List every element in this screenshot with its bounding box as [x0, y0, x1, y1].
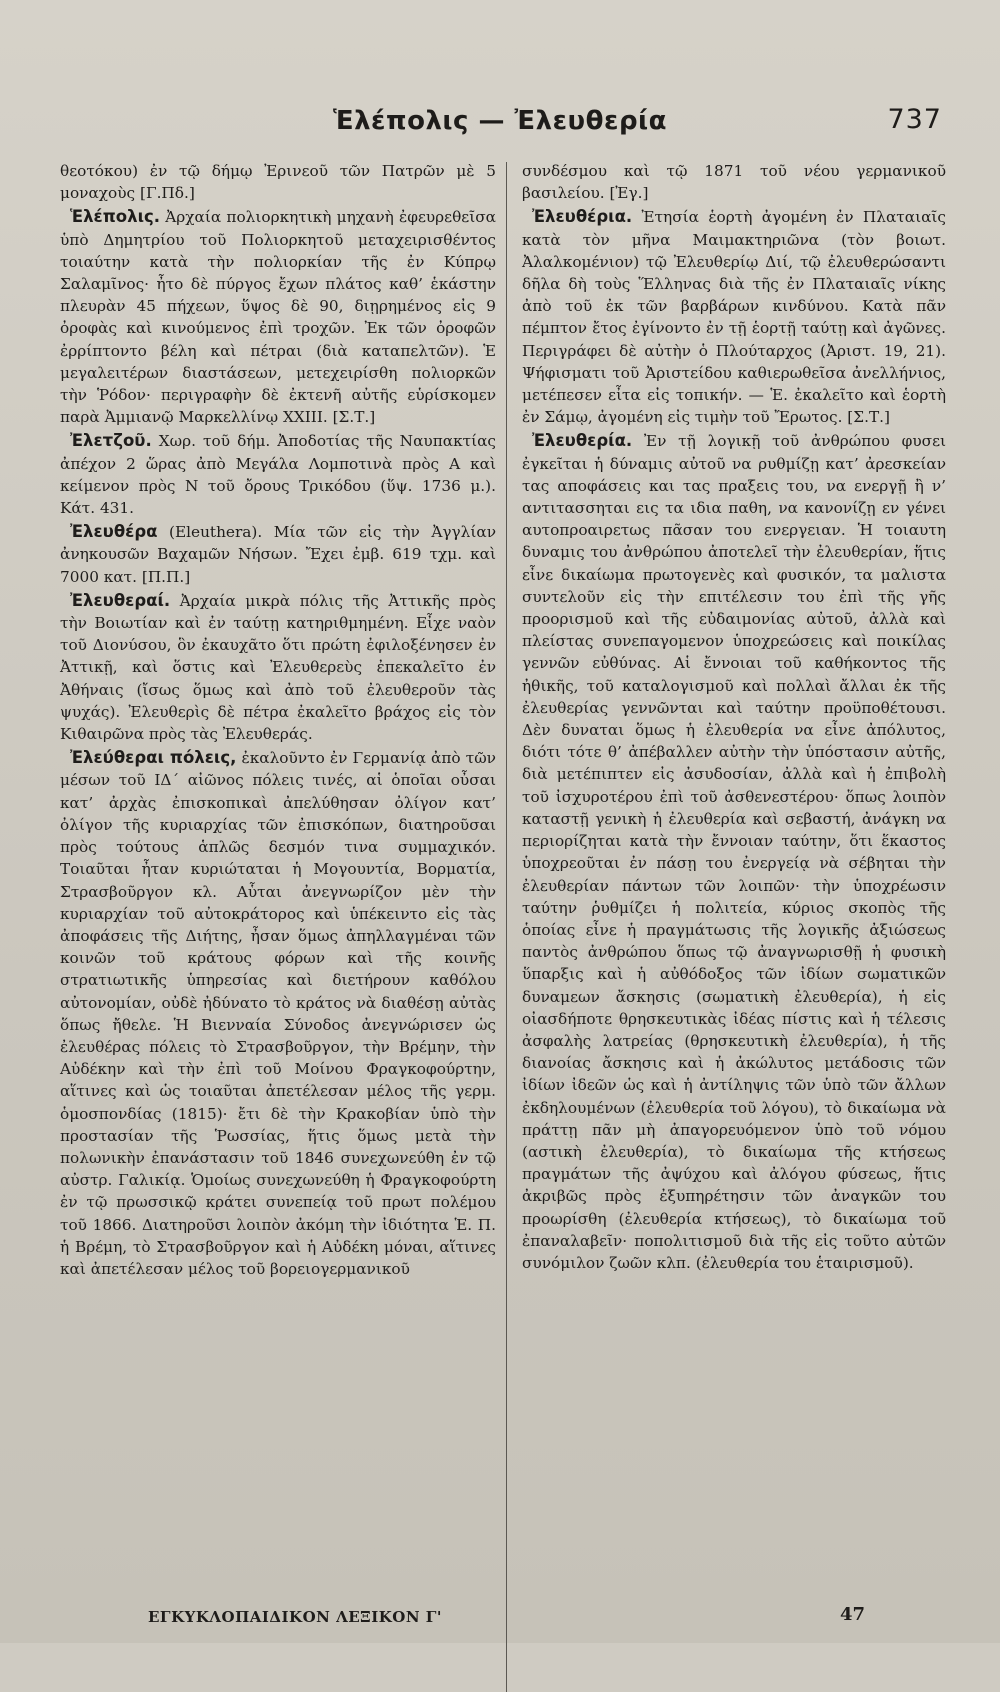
entry-headword: Ἐλευθεραί.	[70, 590, 171, 610]
page-number: 737	[887, 104, 942, 135]
dictionary-entry	[60, 160, 496, 204]
entry-text: Χωρ. τοῦ δήμ. Ἀποδοτίας τῆς Ναυπακτίας ἀπέχον 2 ὥρας ἀπὸ Μεγάλα Λομποτινὰ πρὸς Α καὶ κείμενον πρὸς Ν τοῦ ὄρους Τρικόδου (ὕψ. 1736 μ.). Κάτ. 431.	[60, 432, 496, 518]
dictionary-entry	[60, 521, 496, 588]
page-footer	[0, 1604, 1000, 1638]
dictionary-entry	[60, 747, 496, 1280]
left-column	[60, 160, 496, 1610]
dictionary-entry	[60, 430, 496, 519]
dictionary-entry	[522, 206, 946, 428]
entry-headword: Ἐλετζοῦ.	[70, 431, 152, 451]
entry-text: συνδέσμου καὶ τῷ 1871 τοῦ νέου γερμανικοῦ βασιλείου. [Ἐγ.]	[522, 162, 946, 203]
entry-headword: Ἐλευθέρα	[70, 522, 158, 542]
entry-text: Ἐτησία ἑορτὴ ἀγομένη ἐν Πλαταιαῖς κατὰ τὸν μῆνα Μαιμακτηριῶνα (τὸν βοιωτ. Ἀλαλκομένιον) τῷ Ἐλευθερίῳ Διί, τῷ ἐλευθερώσαντι δῆλα δὴ τοὺς Ἕλληνας διὰ τῆς ἐν Πλαταιαῖς νίκης ἀπὸ τοῦ ἐκ τῶν βαρβάρων κινδύνου. Κατὰ πᾶν πέμπτον ἔτος ἐγίνοντο ἐν τῇ ἑορτῇ ταύτῃ καὶ ἀγῶνες. Περιγράφει δὲ αὐτὴν ὁ Πλούταρχος (Ἀριστ. 19, 21). Ψήφισματι τοῦ Ἀριστείδου καθιερωθεῖσα ἀνελλήνιος, μετέπεσεν εἶτα εἰς τοπικήν. — Ἑ. ἐκαλεῖτο καὶ ἑορτὴ ἐν Σάμῳ, ἀγομένη εἰς τιμὴν τοῦ Ἔρωτος. [Σ.Τ.]	[522, 208, 946, 427]
dictionary-entry	[60, 206, 496, 428]
dictionary-entry	[522, 430, 946, 1274]
column-divider	[506, 162, 507, 1692]
signature-mark: 47	[840, 1604, 866, 1625]
running-header	[0, 92, 1000, 142]
dictionary-entry	[522, 160, 946, 204]
entry-headword: Ἐλευθερία.	[532, 431, 633, 451]
entry-headword: Ἐλεύθεραι πόλεις,	[70, 748, 237, 768]
entry-text: ἐκαλοῦντο ἐν Γερμανίᾳ ἀπὸ τῶν μέσων τοῦ ΙΔ΄ αἰῶνος πόλεις τινές, αἱ ὁποῖαι οὖσαι κατ’ ἀρχὰς ἐπισκοπικαὶ ἀπελύθησαν ὀλίγον κατ’ ὀλίγον τῆς κυριαρχίας τῶν ἐπισκόπων, διατηροῦσαι πρὸς τούτους ἁπλῶς δεσμόν τινα συμμαχικόν. Τοιαῦται ἦταν κυριώταται ἡ Μογουντία, Βορματία, Στρασβοῦργον κλ. Αὗται ἀνεγνωρίζον μὲν τὴν κυριαρχίαν τοῦ αὐτοκράτορος καὶ ὑπέκειντο εἰς τὰς ἀποφάσεις τῆς Διήτης, ἦσαν ὅμως ἀπηλλαγμέναι τῶν κοινῶν τοῦ κράτους φόρων καὶ τῆς κοινῆς στρατιωτικῆς ὑπηρεσίας καὶ διετήρουν καθόλου αὐτονομίαν, οὐδὲ ἠδύνατο τὸ κράτος νὰ διαθέσῃ αὐτὰς ὅπως ἤθελε. Ἡ Βιενναία Σύνοδος ἀνεγνώρισεν ὡς ἐλευθέρας πόλεις τὸ Στρασβοῦργον, τὴν Βρέμην, τὴν Αὐδέκην καὶ τὴν ἐπὶ τοῦ Μοίνου Φραγκοφούρτην, αἵτινες καὶ ὡς τοιαῦται ἀπετέλεσαν μέλος τῆς γερμ. ὁμοσπονδίας (1815)· ἔτι δὲ τὴν Κρακοβίαν ὑπὸ τὴν προστασίαν τῆς Ῥωσσίας, ἥτις ὅμως μετὰ τὴν πολωνικὴν ἐπανάστασιν τοῦ 1846 συνεχωνεύθη ἐν τῷ αὐστρ. Γαλικίᾳ. Ὁμοίως συνεχωνεύθη ἡ Φραγκοφούρτη ἐν τῷ πρωσσικῷ κράτει συνεπείᾳ τοῦ πρωτ πολέμου τοῦ 1866. Διατηροῦσι λοιπὸν ἀκόμη τὴν ἰδιότητα Ἑ. Π. ἡ Βρέμη, τὸ Στρασβοῦργον καὶ ἡ Αὐδέκη μόναι, αἵτινες καὶ ἀπετέλεσαν μέλος τοῦ βορειογερμανικοῦ	[60, 749, 496, 1278]
dictionary-entry	[60, 590, 496, 745]
entry-headword: Ἑλέπολις.	[70, 207, 161, 227]
entry-headword: Ἐλευθέρια.	[532, 207, 633, 227]
right-column	[522, 160, 946, 1610]
entry-text: θεοτόκου) ἐν τῷ δήμῳ Ἐρινεοῦ τῶν Πατρῶν μὲ 5 μοναχοὺς [Γ.Πδ.]	[60, 162, 496, 203]
footer-title: ΕΓΚΥΚΛΟΠΑΙΔΙΚΟΝ ΛΕΞΙΚΟΝ Γ'	[148, 1608, 443, 1626]
entry-text: (Eleuthera). Μία τῶν εἰς τὴν Ἀγγλίαν ἀνηκουσῶν Βαχαμῶν Νήσων. Ἔχει ἐμβ. 619 τχμ. καὶ 7000 κατ. [Π.Π.]	[60, 523, 496, 586]
entry-text: Ἀρχαία μικρὰ πόλις τῆς Ἀττικῆς πρὸς τὴν Βοιωτίαν καὶ ἐν ταύτῃ κατηριθμημένη. Εἶχε ναὸν τοῦ Διονύσου, ὃν ἐκαυχᾶτο ὅτι πρώτη ἐφιλοξένησεν ἐν Ἀττικῇ, καὶ ὅστις καὶ Ἐλευθερεὺς ἐπεκαλεῖτο ἐν Ἀθήναις (ἴσως ὅμως καὶ ἀπὸ τοῦ ἐλευθεροῦν τὰς ψυχάς). Ἐλευθερὶς δὲ πέτρα ἐκαλεῖτο βράχος εἰς τὸν Κιθαιρῶνα πρὸς τὰς Ἐλευθεράς.	[60, 591, 497, 744]
entry-text: Ἀρχαία πολιορκητικὴ μηχανὴ ἐφευρεθεῖσα ὑπὸ Δημητρίου τοῦ Πολιορκητοῦ μεταχειρισθέντος τοιαύτην κατὰ τὴν πολιορκίαν τῆς ἐν Κύπρῳ Σαλαμῖνος· ἦτο δὲ πύργος ἔχων πλάτος καθ’ ἑκάστην πλευρὰν 45 πήχεων, ὕψος δὲ 90, διῃρημένος εἰς 9 ὀροφὰς καὶ κινούμενος ἐπὶ τροχῶν. Ἐκ τῶν ὀροφῶν ἐρρίπτοντο βέλη καὶ πέτραι (διὰ καταπελτῶν). Ἑ μεγαλειτέρων διαστάσεων, μετεχειρίσθη πολιορκῶν τὴν Ῥόδον· περιγραφὴν δὲ ἐκτενῆ αὐτῆς εὑρίσκομεν παρὰ Ἀμμιανῷ Μαρκελλίνῳ XXIII. [Σ.Τ.]	[60, 208, 496, 427]
running-head-title: Ἑλέπολις — Ἐλευθερία	[332, 106, 668, 136]
entry-text: Ἐν τῇ λογικῇ τοῦ ἀνθρώπου φυσει ἐγκεῖται ἡ δύναμις αὐτοῦ να ρυθμίζῃ κατ’ ἀρεσκείαν τας αποφάσεις και τας πραξεις του, να ενεργῇ ἢ ν’ αντιτασσηται εις τα ιδια παθη, να κανονίζῃ εν γένει αυτοπροαιρετως πᾶσαν του ενεργειαν. Ἡ τοιαυτη δυναμις του ἀνθρώπου ἀποτελεῖ τὴν ἐλευθερίαν, ἥτις εἶνε δικαίωμα πρωτογενὲς καὶ φυσικόν, τα μαλιστα συντελοῦν εἰς τὴν επιτέλεσιν του ἐπὶ τῆς γῆς προορισμοῦ καὶ τῆς εὐδαιμονίας αὐτοῦ, ἀλλὰ καὶ πλείστας συνεπαγομενον ὑποχρεώσεις καὶ ποικίλας γεννῶν εὐθύνας. Αἱ ἔννοιαι τοῦ καθήκοντος τῆς ἠθικῆς, τοῦ καταλογισμοῦ καὶ πολλαὶ ἄλλαι ἐκ τῆς ἐλευθερίας γεννῶνται καὶ ταύτην προϋποθέτουσι. Δὲν δυναται ὅμως ἡ ἐλευθερία να εἶνε ἀπόλυτος, διότι τότε θ’ ἀπέβαλλεν αὐτὴν τὴν ὑπόστασιν αὐτῆς, διὰ μετέπιπτεν εἰς ἀσυδοσίαν, ἀλλὰ καὶ ἡ ἐπιβολὴ τοῦ ἰσχυροτέρου ἐπὶ τοῦ ἀσθενεστέρου· ὅπως λοιπὸν καταστῇ γενικὴ ἡ ἐλευθερία καὶ σεβαστή, ἀνάγκη να περιορίζηται κατὰ τὴν ἔννοιαν ταύτην, ὅτι ἕκαστος ὑποχρεοῦται ἐν πάσῃ του ἐνεργείᾳ νὰ σέβηται τὴν ἐλευθερίαν πάντων τῶν λοιπῶν· τὴν ὑποχρέωσιν ταύτην ῥυθμίζει ἡ πολιτεία, κύριος σκοπὸς τῆς ὁποίας εἶνε ἡ πραγμάτωσις τῆς λογικῆς ἀξιώσεως παντὸς ἀνθρώπου ὅπως τῷ ἀναγνωρισθῇ ἡ φυσικὴ ὕπαρξις καὶ ἡ αὐθόδοξος τῶν ἰδίων σωματικῶν δυναμεων ἄσκησις (σωματικὴ ἐλευθερία), ἡ εἰς οἰασδήποτε θρησκευτικὰς ἰδέας πίστις καὶ ἡ τέλεσις ἀσφαλὴς λατρείας (θρησκευτικὴ ἐλευθερία), ἡ τῆς διανοίας ἄσκησις καὶ ἡ ἀκώλυτος μετάδοσις τῶν ἰδίων ἰδεῶν ὡς καὶ ἡ ἀντίληψις τῶν ὑπὸ τῶν ἄλλων ἐκδηλουμένων (ἐλευθερία τοῦ λόγου), τὸ δικαίωμα νὰ πράττῃ πᾶν μὴ ἀπαγορευόμενον ὑπὸ τοῦ νόμου (αστικὴ ἐλευθερία), τὸ δικαίωμα τῆς κτήσεως πραγμάτων τῆς ἀψύχου καὶ ἀλόγου φύσεως, ἥτις ἀκριβῶς πρὸς ἐξυπηρέτησιν τῶν ἀναγκῶν του προωρίσθη (ἐλευθερία κτήσεως), τὸ δικαίωμα τοῦ ἐπαναλαβεῖν· ποπολιτισμοῦ διὰ τῆς εἰς τοῦτο αὐτῶν συνόμιλον ζωῶν κλπ. (ἐλευθερία του ἑταιρισμοῦ).	[522, 432, 946, 1272]
